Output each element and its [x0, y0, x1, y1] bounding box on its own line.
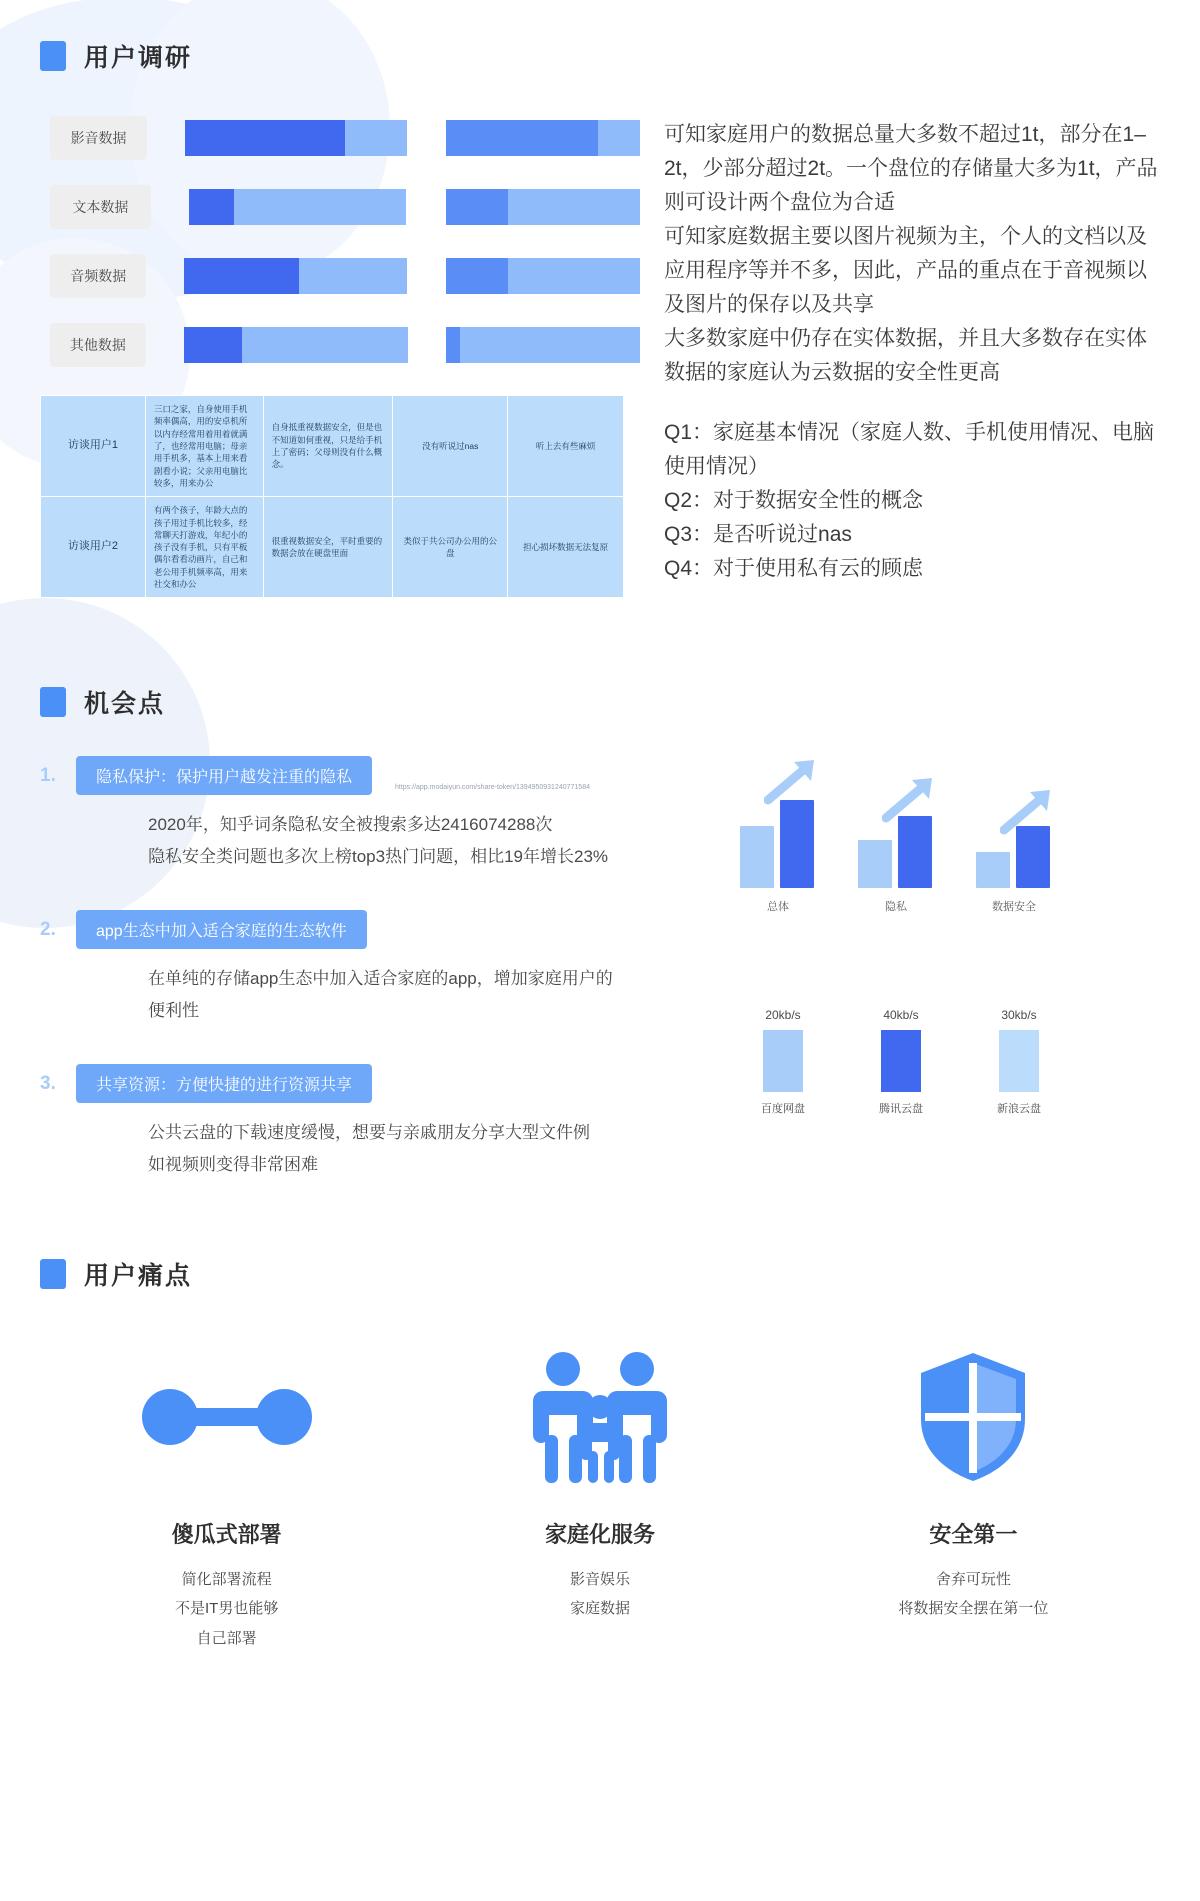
bar-segment-dark: [184, 258, 299, 294]
pain-title: 家庭化服务: [544, 1522, 655, 1547]
opportunity-text: [148, 963, 700, 1026]
speed-item-baidu: [728, 1008, 838, 1116]
download-speed-chart: [740, 1008, 1160, 1158]
bar-segment-light: [598, 120, 640, 156]
pain-line: 简化部署流程: [181, 1571, 272, 1588]
section-header-opportunity: [40, 684, 1160, 720]
opportunity-text-line: 2020年，知乎词条隐私安全被搜索多达2416074288次: [148, 815, 553, 835]
opportunity-charts: [700, 756, 1160, 1196]
bar-segment-light: [508, 258, 640, 294]
section-title-opportunity: 机会点: [84, 690, 166, 719]
growth-bar-prev: [740, 826, 774, 888]
watermark-url: https://app.modaiyun.com/share-token/1394950931240771584: [395, 784, 590, 792]
speed-value: 30kb/s: [1001, 1008, 1037, 1023]
speed-value: 40kb/s: [883, 1008, 919, 1023]
bar-group-1: [189, 189, 406, 225]
bar-row: [50, 254, 640, 298]
opportunity-list: [40, 756, 700, 1196]
research-charts: [40, 116, 640, 598]
bar-label: 音频数据: [50, 254, 146, 298]
section-header-pain: [40, 1256, 1160, 1292]
bar-segment-light: [234, 189, 406, 225]
pain-title: 安全第一: [929, 1522, 1018, 1547]
pain-line: 影音娱乐: [569, 1571, 630, 1588]
table-cell-nas: 没有听说过nas: [393, 396, 508, 497]
pain-point-security: [787, 1342, 1160, 1653]
opportunity-body: [40, 756, 1160, 1196]
section-header-research: [40, 38, 1160, 74]
bar-segment-light: [345, 120, 407, 156]
arrow-up-icon: [1000, 786, 1060, 836]
table-cell-security: 很重视数据安全，平时重要的数据会放在硬盘里面: [263, 497, 393, 598]
opportunity-pill: 共享资源：方便快捷的进行资源共享: [76, 1064, 372, 1103]
opportunity-number: 2.: [40, 918, 56, 940]
table-cell-family: 三口之家，自身使用手机频率偶高，用的安卓机所以内存经常用着用着就满了，也经常用电脑；母亲用手机多，基本上用来看剧看小说；父亲用电脑比较多，用来办公: [145, 396, 263, 497]
research-section: [40, 116, 1160, 598]
pain-line: 将数据安全摆在第一位: [898, 1600, 1049, 1618]
pain-line: 舍弃可玩性: [935, 1571, 1011, 1588]
pain-line: 家庭数据: [569, 1600, 630, 1618]
table-cell-family: 有两个孩子，年龄大点的孩子用过手机比较多，经常聊天打游戏，年纪小的孩子没有手机，只有平板偶尔看看动画片，自己和老公用手机频率高，用来社交和办公: [145, 497, 263, 598]
speed-bar: [999, 1030, 1039, 1092]
bar-segment-mid: [446, 120, 598, 156]
question-2: Q2：对于数据安全性的概念: [664, 489, 924, 513]
bar-segment-light: [508, 189, 640, 225]
section-marker-icon: [40, 1259, 66, 1289]
question-1: Q1：家庭基本情况（家庭人数、手机使用情况、电脑使用情况）: [664, 421, 1155, 479]
bar-segment-light: [460, 327, 640, 363]
interview-table: [40, 395, 624, 598]
table-row: [41, 396, 624, 497]
growth-bar-prev: [858, 840, 892, 888]
speed-value: 20kb/s: [765, 1008, 801, 1023]
bar-group-1: [184, 258, 407, 294]
opportunity-text: [148, 809, 700, 872]
bar-label: 其他数据: [50, 323, 146, 367]
bar-row: [50, 323, 640, 367]
table-cell-user: 访谈用户2: [41, 497, 146, 598]
opportunity-section: [40, 684, 1160, 1196]
finding-paragraph-3: 大多数家庭中仍存在实体数据，并且大多数存在实体数据的家庭认为云数据的安全性更高: [664, 327, 1147, 385]
research-findings: [664, 116, 1160, 598]
pain-title: 傻瓜式部署: [171, 1522, 282, 1547]
growth-bar-chart: [740, 756, 1160, 916]
speed-name: 百度网盘: [761, 1103, 805, 1116]
pain-point-deploy: [40, 1342, 413, 1653]
bar-segment-dark: [185, 120, 345, 156]
opportunity-number: 3.: [40, 1072, 56, 1094]
pain-line: 不是IT男也能够: [174, 1600, 279, 1618]
bar-group-2: [446, 327, 640, 363]
section-marker-icon: [40, 687, 66, 717]
growth-label: 总体: [767, 901, 789, 914]
opportunity-text-line: 公共云盘的下载速度缓慢，想要与亲戚朋友分享大型文件例: [148, 1123, 590, 1143]
pain-desc: [787, 1565, 1160, 1624]
table-row: [41, 497, 624, 598]
opportunity-item-3: [40, 1064, 700, 1180]
speed-bar: [763, 1030, 803, 1092]
bar-group-1: [184, 327, 408, 363]
pain-desc: [413, 1565, 786, 1624]
speed-name: 腾讯云盘: [879, 1103, 923, 1116]
growth-label: 隐私: [885, 901, 907, 914]
growth-group-total: [740, 800, 814, 888]
bar-group-2: [446, 258, 640, 294]
arrow-up-icon: [764, 756, 824, 806]
opportunity-text-line: 便利性: [148, 1000, 199, 1020]
growth-group-privacy: [858, 816, 932, 888]
bar-segment-light: [242, 327, 408, 363]
speed-item-tencent: [846, 1008, 956, 1116]
bar-segment-mid: [446, 327, 460, 363]
finding-paragraph-1: 可知家庭用户的数据总量大多数不超过1t，部分在1–2t，少部分超过2t。一个盘位的存储量大多为1t，产品则可设计两个盘位为合适: [664, 123, 1158, 215]
bar-row: [50, 116, 640, 160]
bar-row: [50, 185, 640, 229]
question-list: [664, 416, 1160, 586]
bar-segment-light: [299, 258, 407, 294]
opportunity-text-line: 如视频则变得非常困难: [148, 1154, 318, 1174]
pain-icon-wrap: [413, 1342, 786, 1492]
table-cell-concern: 担心损坏数据无法复原: [508, 497, 624, 598]
pain-icon-wrap: [40, 1342, 413, 1492]
bar-group-2: [446, 189, 640, 225]
opportunity-item-2: [40, 910, 700, 1026]
speed-name: 新浪云盘: [997, 1103, 1041, 1116]
table-cell-user: 访谈用户1: [41, 396, 146, 497]
bar-group-1: [185, 120, 407, 156]
pain-point-family: [413, 1342, 786, 1653]
pain-icon-wrap: [787, 1342, 1160, 1492]
growth-label: 数据安全: [992, 901, 1036, 914]
question-3: Q3：是否听说过nas: [664, 523, 852, 547]
opportunity-text: [148, 1117, 700, 1180]
question-4: Q4：对于使用私有云的顾虑: [664, 557, 924, 581]
growth-bar-curr: [780, 800, 814, 888]
opportunity-head: [40, 756, 700, 795]
pain-point-columns: [40, 1342, 1160, 1653]
section-title-pain: 用户痛点: [84, 1262, 193, 1290]
bar-group-2: [446, 120, 640, 156]
opportunity-text-line: 在单纯的存储app生态中加入适合家庭的app，增加家庭用户的: [148, 969, 613, 989]
shield-icon: [913, 1347, 1033, 1487]
dumbbell-icon: [137, 1372, 317, 1462]
bar-label: 影音数据: [50, 116, 147, 160]
bar-segment-dark: [184, 327, 242, 363]
page-title: 用户调研: [84, 44, 193, 72]
bar-label: 文本数据: [50, 185, 151, 229]
speed-item-sina: [964, 1008, 1074, 1116]
opportunity-pill: 隐私保护：保护用户越发注重的隐私: [76, 756, 372, 795]
speed-bar: [881, 1030, 921, 1092]
bar-segment-dark: [189, 189, 234, 225]
bar-segment-mid: [446, 258, 508, 294]
bar-chart: [50, 116, 640, 367]
finding-paragraph-2: 可知家庭数据主要以图片视频为主，个人的文档以及应用程序等并不多，因此，产品的重点在于音视频以及图片的保存以及共享: [664, 225, 1147, 317]
growth-bar-curr: [898, 816, 932, 888]
opportunity-text-line: 隐私安全类问题也多次上榜top3热门问题，相比19年增长23%: [148, 846, 609, 866]
growth-bar-prev: [976, 852, 1010, 888]
arrow-up-icon: [882, 774, 942, 824]
opportunity-head: [40, 1064, 700, 1103]
family-icon: [515, 1347, 685, 1487]
opportunity-pill: app生态中加入适合家庭的生态软件: [76, 910, 367, 949]
opportunity-item-1: [40, 756, 700, 872]
pain-desc: [40, 1565, 413, 1653]
table-cell-nas: 类似于共公司办公用的公盘: [393, 497, 508, 598]
bar-segment-mid: [446, 189, 508, 225]
pain-line: 自己部署: [196, 1629, 257, 1647]
pain-point-section: [40, 1256, 1160, 1653]
page-root: [0, 38, 1200, 1653]
opportunity-number: 1.: [40, 764, 56, 786]
table-cell-concern: 听上去有些麻烦: [508, 396, 624, 497]
table-cell-security: 自身抵重视数据安全，但是也不知道如何重视，只是给手机上了密码；父母则没有什么概念。: [263, 396, 393, 497]
section-marker-icon: [40, 41, 66, 71]
opportunity-head: [40, 910, 700, 949]
